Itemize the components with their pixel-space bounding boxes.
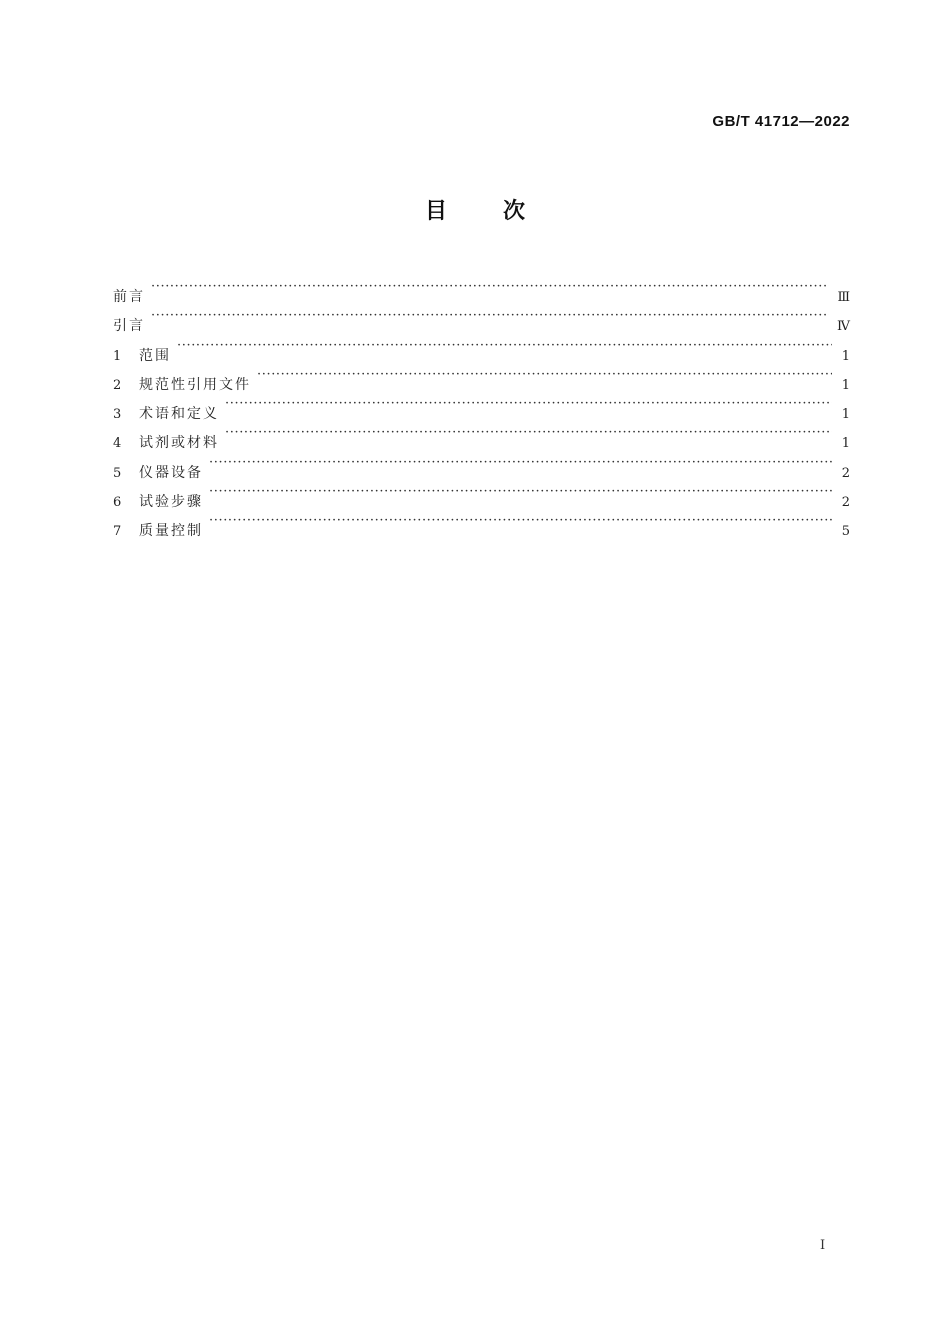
toc-entry-page: 1 xyxy=(841,407,850,423)
toc-entry-number: 4 xyxy=(113,436,122,452)
toc-leader-dots xyxy=(209,448,832,477)
toc-leader-dots xyxy=(151,272,829,301)
toc-entry-label: 试验步骤 xyxy=(139,494,203,511)
toc-entry-label: 术语和定义 xyxy=(139,406,219,423)
toc-entry-normative-references[interactable] xyxy=(113,360,850,393)
toc-leader-dots xyxy=(209,506,832,535)
toc-entry-quality-control[interactable] xyxy=(113,506,850,540)
toc-entry-label: 规范性引用文件 xyxy=(139,376,251,393)
toc-entry-number: 7 xyxy=(113,524,122,540)
toc-entry-number: 3 xyxy=(113,407,122,423)
toc-leader-dots xyxy=(225,389,832,418)
toc-entry-label: 范围 xyxy=(139,347,171,364)
toc-leader-dots xyxy=(209,477,832,506)
toc-entry-test-procedure[interactable] xyxy=(113,477,850,511)
toc-entry-label: 前言 xyxy=(113,289,145,305)
table-of-contents xyxy=(113,272,850,540)
page-number: Ⅰ xyxy=(820,1238,826,1253)
toc-entry-number: 6 xyxy=(113,495,122,511)
standard-number: GB/T 41712—2022 xyxy=(712,113,850,130)
toc-entry-number: 1 xyxy=(113,348,122,364)
toc-entry-introduction[interactable] xyxy=(113,301,850,335)
toc-leader-dots xyxy=(177,331,832,360)
toc-entry-page: Ⅳ xyxy=(837,319,850,335)
toc-entry-label: 试剂或材料 xyxy=(139,435,219,452)
toc-entry-label: 仪器设备 xyxy=(139,464,203,481)
toc-entry-page: 5 xyxy=(841,524,850,540)
toc-entry-page: Ⅲ xyxy=(837,290,850,305)
toc-entry-page: 2 xyxy=(841,495,850,511)
toc-entry-number: 5 xyxy=(113,465,122,481)
toc-entry-scope[interactable] xyxy=(113,331,850,364)
toc-entry-page: 1 xyxy=(841,377,850,393)
toc-entry-foreword[interactable] xyxy=(113,272,850,305)
toc-entry-instruments[interactable] xyxy=(113,448,850,481)
toc-entry-label: 质量控制 xyxy=(139,523,203,540)
toc-leader-dots xyxy=(151,301,829,330)
page-title: 目次 xyxy=(424,199,581,224)
toc-entry-page: 2 xyxy=(841,465,850,481)
toc-entry-page: 1 xyxy=(841,348,850,364)
toc-entry-number: 2 xyxy=(113,377,122,393)
toc-leader-dots xyxy=(257,360,832,389)
toc-entry-page: 1 xyxy=(841,436,850,452)
toc-leader-dots xyxy=(225,418,832,447)
toc-entry-label: 引言 xyxy=(113,318,145,335)
